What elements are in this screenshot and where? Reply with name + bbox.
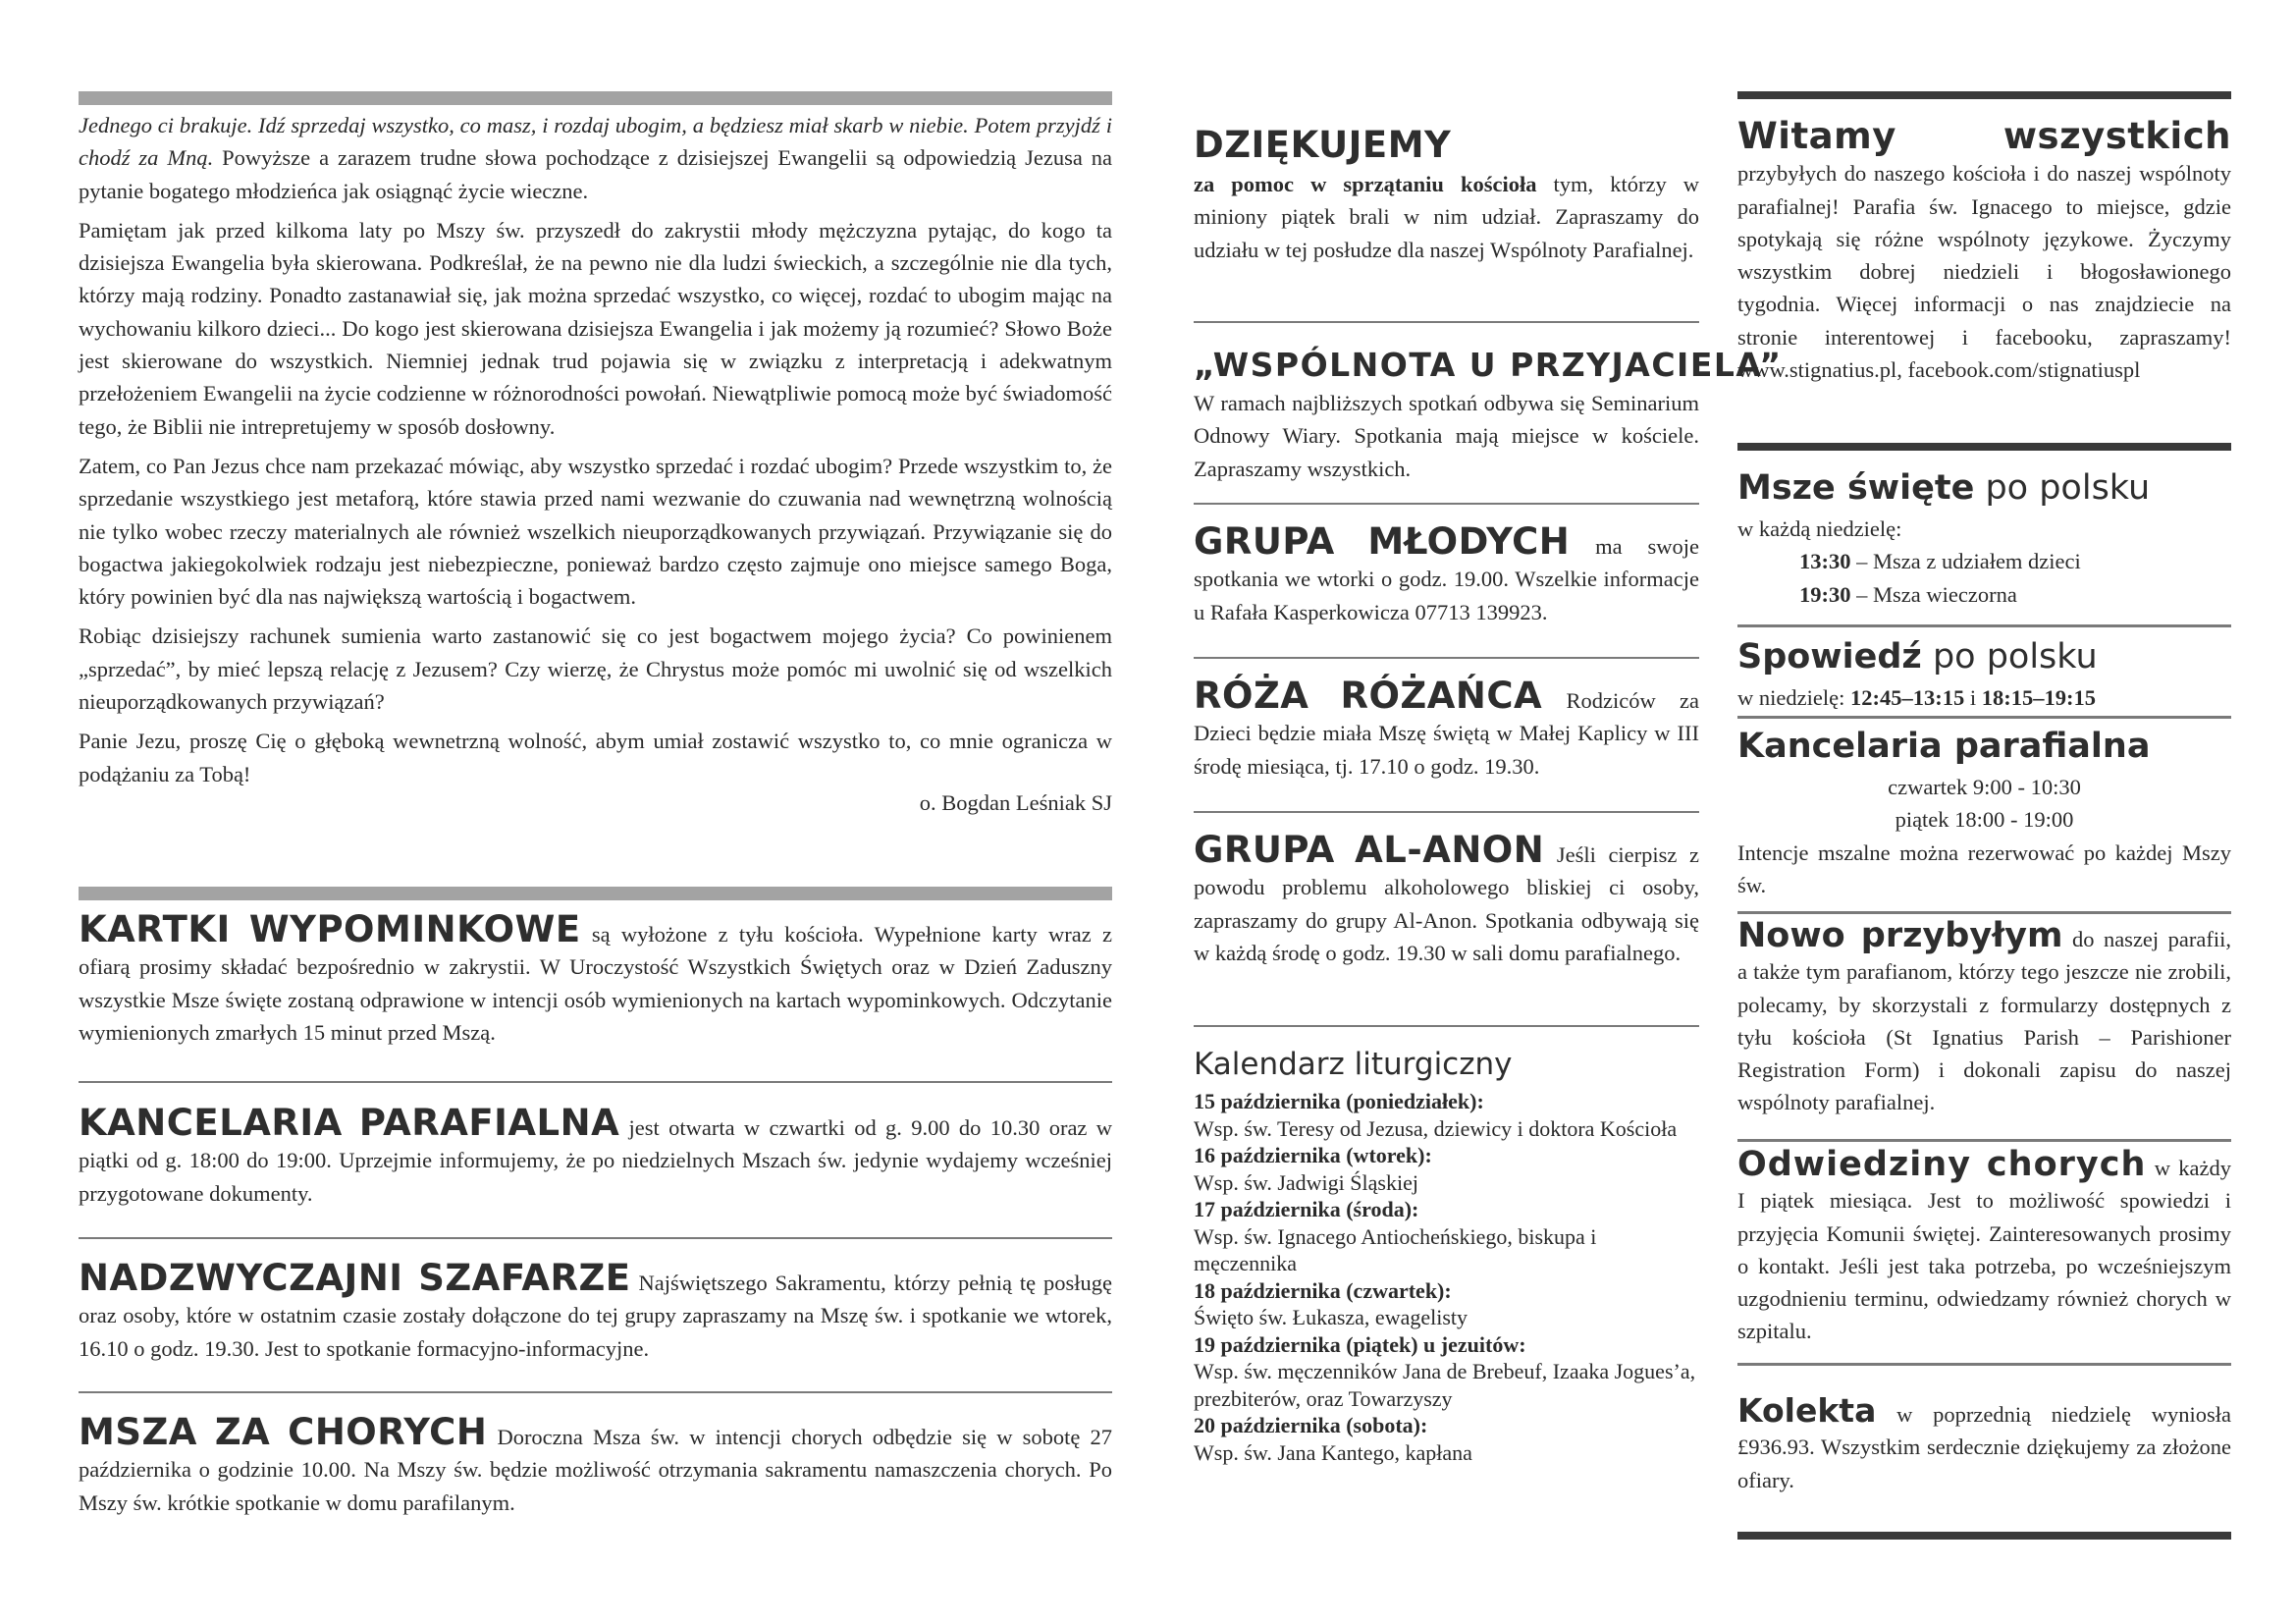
divider <box>1194 657 1699 659</box>
notice-title: Nowo przybyłym <box>1737 916 2063 955</box>
divider <box>1194 811 1699 813</box>
divider <box>1737 1139 2231 1142</box>
notice-szafarze: NADZWYCZAJNI SZAFARZE Najświętszego Sakramentu, którzy pełnią tę posługę oraz osoby, które w ostatnim czasie zostały dołączone do tej grupy zapraszamy na Mszę św. i spotkanie we wtorek, 16.10 o godz. 19.30. Jest to spotkanie formacyjno-informacyjne. <box>79 1257 1112 1361</box>
notice-title: GRUPA AL-ANON <box>1194 829 1545 871</box>
reflection-article <box>79 109 1112 819</box>
notice-title: NADZWYCZAJNI SZAFARZE <box>79 1257 631 1299</box>
calendar-entry-text: Wsp. św. Ignacego Antiocheńskiego, biskupa i męczennika <box>1194 1223 1597 1275</box>
confession-info <box>1737 632 2231 714</box>
calendar-list <box>1194 1088 1699 1466</box>
calendar-entry-date: 20 października (sobota): <box>1194 1413 1428 1437</box>
notice-roza: RÓŻA RÓŻAŃCA Rodziców za Dzieci będzie miała Mszę świętą w Małej Kaplicy w III środę miesiąca, tj. 17.10 o godz. 19.30. <box>1194 675 1699 779</box>
divider <box>79 1391 1112 1393</box>
office-title: Kancelaria parafialna <box>1737 727 2151 766</box>
reflection-signature: o. Bogdan Leśniak SJ <box>919 789 1112 815</box>
divider <box>1737 716 2231 719</box>
confession-times: w niedzielę: 12:45–13:15 i 18:15–19:15 <box>1737 685 2096 710</box>
notice-odwiedziny: Odwiedziny chorych w każdy I piątek miesiąca. Jest to możliwość spowiedzi i przyjęcia Komunii świętej. Zainteresowanych prosimy o kontakt. Jeśli jest taka potrzeba, po wcześniejszym uzgodnieniu terminu, odwiedzamy również chorych w szpitalu. <box>1737 1145 2231 1344</box>
calendar-entry-date: 16 października (wtorek): <box>1194 1143 1432 1167</box>
notice-grupa-mlodych: GRUPA MŁODYCH ma swoje spotkania we wtorki o godz. 19.00. Wszelkie informacje u Rafała Kasperkowicza 07713 139923. <box>1194 520 1699 624</box>
office-hours-line: piątek 18:00 - 19:00 <box>1895 807 2074 833</box>
calendar-entry-text: Wsp. św. Teresy od Jezusa, dziewicy i doktora Kościoła <box>1194 1115 1678 1141</box>
notice-kartki: KARTKI WYPOMINKOWE są wyłożone z tyłu kościoła. Wypełnione karty wraz z ofiarą prosimy składać bezpośrednio w zakrystii. W Uroczystość Wszystkich Świętych oraz w Dzień Zaduszny wszystkie Msze święte zostaną odprawione w intencji osób wymienionych na kartach wypominkowych. Odczytanie wymienionych zmarłych 15 minut przed Mszą. <box>79 908 1112 1045</box>
gospel-quote: Jednego ci brakuje. Idź sprzedaj wszystko, co masz, i rozdaj ubogim, a będziesz miał skarb w niebie. Potem przyjdź i chodź za Mną. <box>79 113 1112 171</box>
notice-title: Witamy wszystkich <box>1737 115 2231 157</box>
notice-kolekta: Kolekta w poprzednią niedzielę wyniosła £936.93. Wszystkim serdecznie dziękujemy za złożone ofiary. <box>1737 1391 2231 1492</box>
office-hours-line: czwartek 9:00 - 10:30 <box>1888 775 2081 799</box>
notice-kancelaria: KANCELARIA PARAFIALNA jest otwarta w czwartki od g. 9.00 do 10.30 oraz w piątki od g. 18:00 do 19:00. Uprzejmie informujemy, że po niedzielnych Mszach św. jedynie wydajemy wcześniej przygotowane dokumenty. <box>79 1102 1112 1206</box>
divider <box>1737 624 2231 627</box>
notice-title: KANCELARIA PARAFIALNA <box>79 1102 620 1144</box>
divider <box>1194 1025 1699 1027</box>
reflection-paragraph: Robiąc dzisiejszy rachunek sumienia warto zastanowić się co jest bogactwem mojego życia? Co powinienem „sprzedać”, by mieć lepszą relację z Jezusem? Czy wierzę, że Chrystus może pomóc mi uwolnić się od wszelkich nieuporządkowanych przywiązań? <box>79 623 1112 715</box>
divider <box>1737 1363 2231 1366</box>
notice-al-anon: GRUPA AL-ANON Jeśli cierpisz z powodu problemu alkoholowego bliskiej ci osoby, zapraszamy do grupy Al-Anon. Spotkania odbywają się w każdą środę o godz. 19.30 w sali domu parafialnego. <box>1194 829 1699 965</box>
section-divider-bar <box>79 887 1112 900</box>
notice-title: MSZA ZA CHORYCH <box>79 1411 488 1453</box>
liturgical-calendar <box>1194 1041 1699 1466</box>
reflection-paragraph: Pamiętam jak przed kilkoma laty po Mszy św. przyszedł do zakrystii młody mężczyzna pytając, do kogo ta dzisiejsza Ewangelia była skierowana. Podkreślał, że na pewno nie dla ludzi świeckich, a szczególnie nie dla tych, którzy mają rodziny. Ponadto zastanawiał się, jak można sprzedać wszystko, co więcej, rozdać to ubogim mając na wychowaniu kilkoro dzieci... Do kogo jest skierowana dzisiejsza Ewangelia i jak możemy ją rozumieć? Słowo Boże jest skierowane do wszystkich. Niemniej jednak trud pojawia się w związku z interpretacją i adekwatnym przełożeniem Ewangelii na życie codzienne w różnorodności powołań. Niewątpliwie pomocą może być świadomość tego, że Biblii nie intrepretujemy w sposób dosłowny. <box>79 217 1112 439</box>
notice-nowo-przybylym: Nowo przybyłym do naszej parafii, a także tym parafianom, którzy tego jeszcze nie zrobili, polecamy, by skorzystali z formularzy dostępnych z tyłu kościoła (St Ignatius Parish – Parishioner Registration Form) i dokonali zapisu do naszej wspólnoty parafialnej. <box>1737 916 2232 1115</box>
reflection-prayer: Panie Jezu, proszę Cię o głęboką wewnetrzną wolność, abym umiał zostawić wszystko to, co mnie ogranicza w podążaniu za Tobą! <box>79 729 1112 786</box>
reflection-paragraph: Jednego ci brakuje. Idź sprzedaj wszystko, co masz, i rozdaj ubogim, a będziesz miał skarb w niebie. Potem przyjdź i chodź za Mną. Powyższe a zarazem trudne słowa pochodzące z dzisiejszej Ewangelii są odpowiedzią Jezusa na pytanie bogatego młodzieńca jak osiągnąć życie wieczne. <box>79 113 1112 203</box>
masses-info <box>1737 463 2231 611</box>
masses-title: Msze święte po polsku <box>1737 468 2151 508</box>
notice-title: Kolekta <box>1737 1391 1877 1430</box>
notice-wspolnota: „WSPÓLNOTA U PRZYJACIELA” W ramach najbliższych spotkań odbywa się Seminarium Odnowy Wiary. Spotkania mają miejsce w kościele. Zapraszamy wszystkich. <box>1194 346 1783 481</box>
office-hours-info: Kancelaria parafialna czwartek 9:00 - 10:30 piątek 18:00 - 19:00 Intencje mszalne można rezerwować po każdej Mszy św. <box>1737 722 2231 901</box>
calendar-entry-date: 17 października (środa): <box>1194 1197 1419 1221</box>
calendar-entry-text: Wsp. św. Jadwigi Śląskiej <box>1194 1169 1418 1195</box>
confession-title: Spowiedź po polsku <box>1737 637 2098 677</box>
calendar-entry-text: Wsp. św. Jana Kantego, kapłana <box>1194 1439 1472 1465</box>
notice-title: „WSPÓLNOTA U PRZYJACIELA” <box>1194 346 1783 384</box>
right-bottom-bar <box>1737 1532 2231 1540</box>
notice-dziekujemy: DZIĘKUJEMY za pomoc w sprzątaniu kościoła tym, którzy w miniony piątek brali w nim udział. Zapraszamy do udziału w tej posłudze dla naszej Wspólnoty Parafialnej. <box>1194 124 1700 262</box>
masses-subtitle: w każdą niedzielę: <box>1737 516 1902 541</box>
divider <box>1194 321 1699 323</box>
notice-title: RÓŻA RÓŻAŃCA <box>1194 675 1543 717</box>
notice-title: GRUPA MŁODYCH <box>1194 520 1571 563</box>
calendar-title: Kalendarz liturgiczny <box>1194 1047 1513 1082</box>
calendar-entry-date: 18 października (czwartek): <box>1194 1277 1452 1303</box>
notice-title: DZIĘKUJEMY <box>1194 124 1452 166</box>
mass-row: 13:30 – Msza z udziałem dzieci <box>1799 549 2081 574</box>
divider <box>1737 911 2231 914</box>
right-top-bar <box>1737 91 2231 99</box>
divider <box>1194 503 1699 505</box>
reflection-paragraph: Zatem, co Pan Jezus chce nam przekazać mówiąc, aby wszystko sprzedać i rozdać ubogim? Przede wszystkim to, że sprzedanie wszystkiego jest metaforą, które stawia przed nami wezwanie do czuwania nad wewnętrzną wolnością nie tylko wobec rzeczy materialnych ale również wszelkich nieuporządkowanych przywiązań. Przywiązanie się do bogactwa jakiegokolwiek rodzaju jest niebezpieczne, ponieważ bardzo często zajmuje ono miejsce samego Boga, który powinien być dla nas największą wartością i bogactwem. <box>79 453 1112 610</box>
top-divider-bar <box>79 91 1112 105</box>
calendar-entry-text: Święto św. Łukasza, ewagelisty <box>1194 1305 1468 1329</box>
section-bar <box>1737 443 2231 451</box>
calendar-entry-text: Wsp. św. męczenników Jana de Brebeuf, Izaaka Jogues’a, prezbiterów, oraz Towarzyszy <box>1194 1359 1696 1411</box>
notice-title: KARTKI WYPOMINKOWE <box>79 908 581 950</box>
notice-title: Odwiedziny chorych <box>1737 1145 2147 1184</box>
divider <box>79 1081 1112 1083</box>
divider <box>79 1237 1112 1239</box>
mass-row: 19:30 – Msza wieczorna <box>1799 581 2017 607</box>
calendar-entry-date: 19 października (piątek) u jezuitów: <box>1194 1331 1526 1357</box>
calendar-entry-date: 15 października (poniedziałek): <box>1194 1089 1484 1113</box>
notice-witamy: Witamy wszystkich przybyłych do naszego kościoła i do naszej wspólnoty parafialnej! Parafia św. Ignacego to miejsce, gdzie spotykają się różne wspólnoty językowe. Życzymy wszystkim dobrej niedzieli i błogosławionego tygodnia. Więcej informacji o nas znajdziecie na stronie interentowej i facebooku, zapraszamy! www.stignatius.pl, facebook.com/stignatiuspl <box>1737 115 2231 383</box>
notice-msza-za-chorych: MSZA ZA CHORYCH Doroczna Msza św. w intencji chorych odbędzie się w sobotę 27 października o godzinie 10.00. Na Mszy św. będzie możliwość otrzymania sakramentu namaszczenia chorych. Po Mszy św. krótkie spotkanie w domu parafilanym. <box>79 1411 1112 1515</box>
